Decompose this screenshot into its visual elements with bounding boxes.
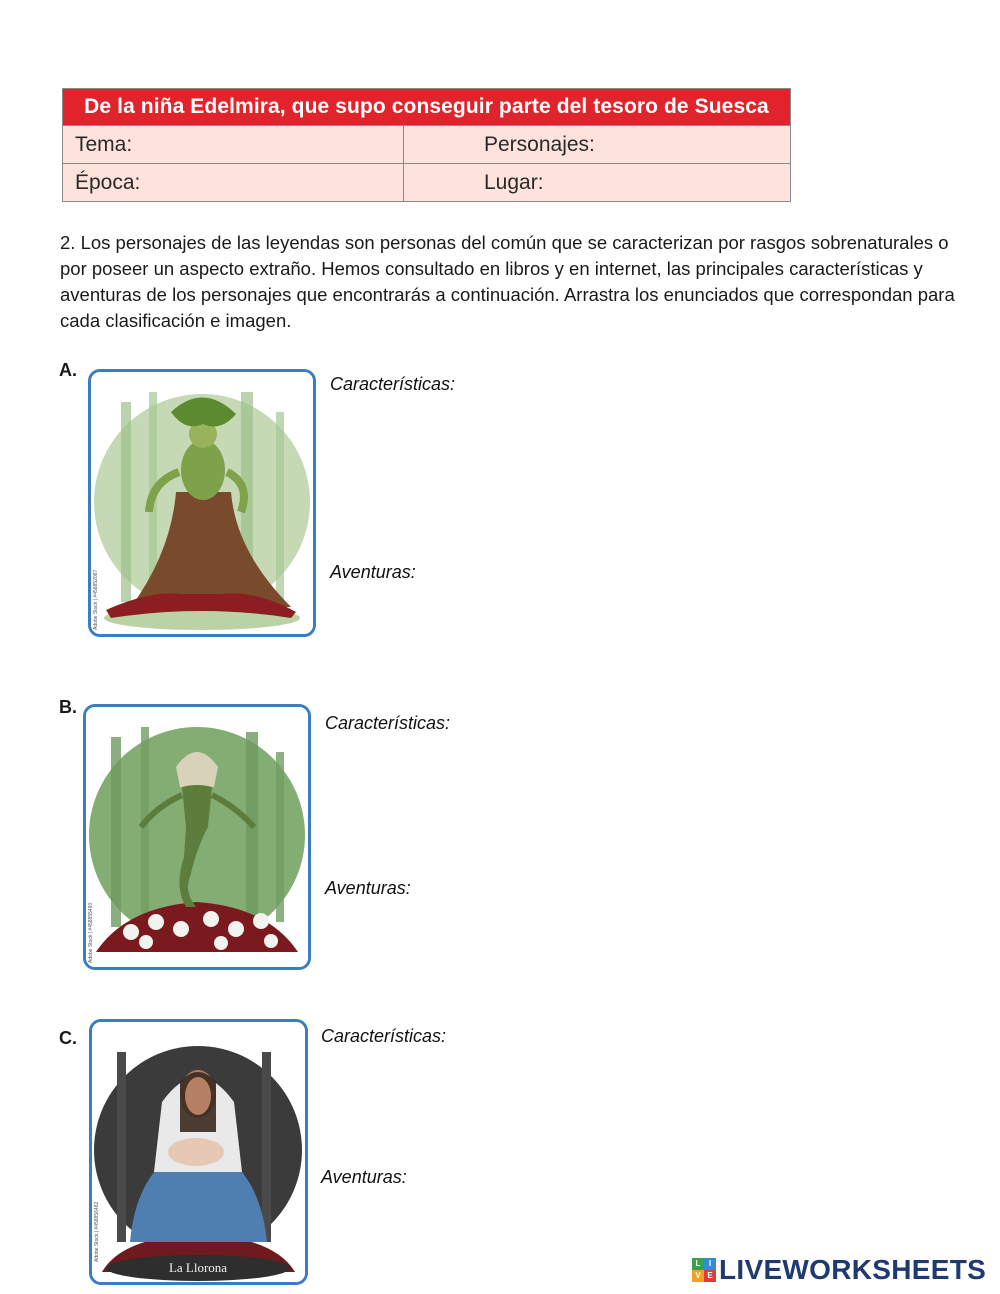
tree-woman-illustration <box>91 372 313 634</box>
svg-text:Adobe Stock | #458856482: Adobe Stock | #458856482 <box>94 1201 100 1262</box>
section-c-label: C. <box>59 1028 77 1048</box>
section-a-label: A. <box>59 360 77 380</box>
liveworksheets-logo-mark: L I V E <box>692 1258 716 1282</box>
section-a-adventures-label: Aventuras: <box>330 562 416 582</box>
mermaid-illustration <box>86 707 308 967</box>
story-title: De la niña Edelmira, que supo conseguir parte del tesoro de Suesca <box>63 89 790 125</box>
table-row <box>63 125 790 163</box>
table-row <box>63 163 790 201</box>
la-llorona-illustration <box>92 1022 305 1282</box>
caption-la-llorona: La Llorona <box>168 1260 228 1275</box>
section-b-adventures-label: Aventuras: <box>325 878 411 898</box>
liveworksheets-logo-text: LIVEWORKSHEETS <box>719 1254 987 1285</box>
svg-text:Adobe Stock | #458852087: Adobe Stock | #458852087 <box>93 569 99 630</box>
section-c-adventures-label: Aventuras: <box>321 1167 407 1187</box>
instructions-text: 2. Los personajes de las leyendas son personas del común que se caracterizan por rasgos sobrenaturales o por poseer un aspecto extraño. Hemos consultado en libros y en internet, las principales características y aventuras de los personajes que encontrarás a continuación. Arrastra los enunciados que correspondan para cada clasificación e imagen. <box>60 232 955 331</box>
personajes-label: Personajes: <box>484 133 595 156</box>
epoca-label: Época: <box>63 164 404 201</box>
tema-label: Tema: <box>63 126 404 163</box>
story-info-table <box>62 88 791 202</box>
section-b-label: B. <box>59 697 77 717</box>
liveworksheets-logo <box>692 1254 986 1286</box>
lugar-label: Lugar: <box>484 171 544 194</box>
svg-text:Adobe Stock | #458855490: Adobe Stock | #458855490 <box>88 902 94 963</box>
character-image-a <box>88 369 316 637</box>
character-image-c <box>89 1019 308 1285</box>
section-b-characteristics-label: Características: <box>325 713 451 733</box>
character-image-b <box>83 704 311 970</box>
section-a-characteristics-label: Características: <box>330 374 456 394</box>
section-c-characteristics-label: Características: <box>321 1026 447 1046</box>
